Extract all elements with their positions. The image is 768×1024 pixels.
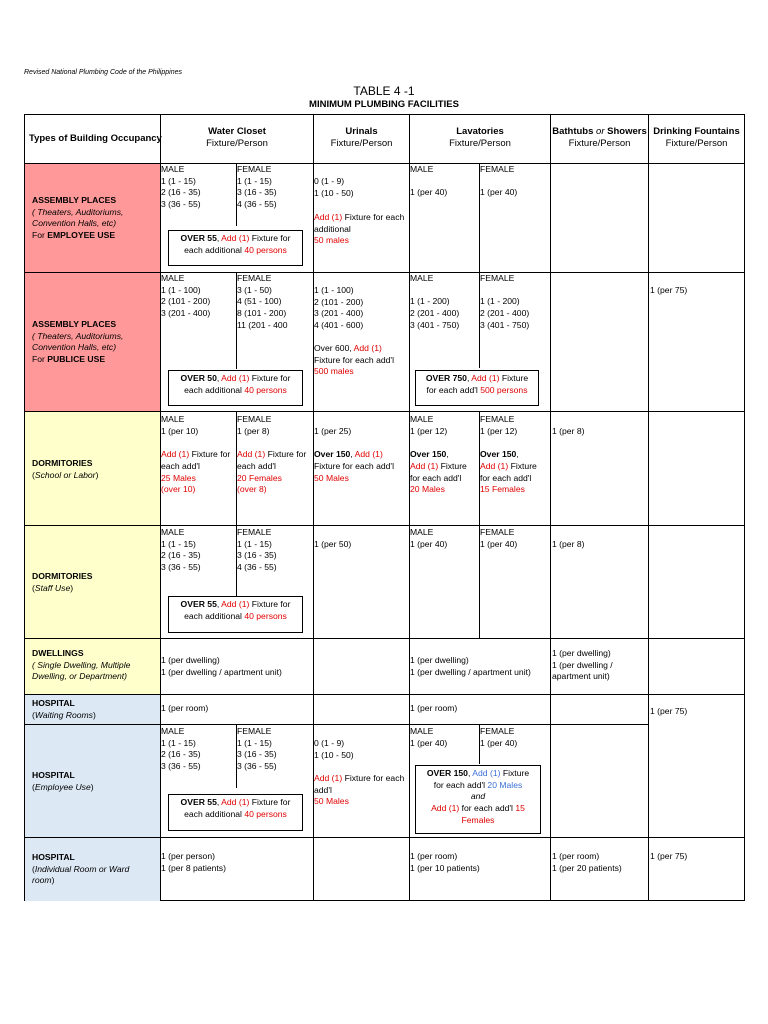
- header-occupancy: Types of Building Occupancy: [29, 133, 162, 144]
- row-line: [25, 724, 648, 725]
- urinal-note: Add (1) Fixture for each add'l 50 Males: [314, 773, 405, 807]
- col-line: [160, 115, 161, 901]
- occupancy-dormitories-school: DORMITORIES (School or Labor): [32, 458, 99, 480]
- wc-female: FEMALE 1 (1 - 15) 3 (16 - 35) 4 (36 - 55): [237, 527, 277, 573]
- bath-value: 1 (per 8): [552, 539, 585, 549]
- wc-values: 1 (per dwelling) 1 (per dwelling / apartment unit): [161, 655, 282, 677]
- lav-value: 1 (per room): [410, 703, 458, 713]
- lav-male: MALE 1 (per 40): [410, 726, 448, 748]
- lav-male: MALE 1 (1 - 200) 2 (201 - 400) 3 (401 - 750): [410, 273, 460, 330]
- lav-values: 1 (per room) 1 (per 10 patients): [410, 851, 480, 873]
- occupancy-assembly-employee: ASSEMBLY PLACES ( Theaters, Auditoriums, Convention Halls, etc) For EMPLOYEE USE: [32, 195, 124, 241]
- row-line: [25, 525, 744, 526]
- wc-note-box: OVER 55, Add (1) Fixture for each additional 40 persons: [168, 596, 303, 633]
- wc-female: FEMALE 1 (1 - 15) 3 (16 - 35) 4 (36 - 55): [237, 164, 277, 210]
- row-line: [25, 411, 744, 412]
- occupancy-dwellings: DWELLINGS ( Single Dwelling, Multiple Dwelling, or Department): [32, 648, 131, 682]
- wc-female: FEMALE 1 (1 - 15) 3 (16 - 35) 3 (36 - 55): [237, 726, 277, 772]
- wc-male: MALE 1 (1 - 15) 2 (16 - 35) 3 (36 - 55): [161, 726, 201, 772]
- df-value: 1 (per 75): [650, 706, 688, 716]
- wc-female: FEMALE 1 (per 8) Add (1) Fixture for each add'l 20 Females (over 8): [237, 414, 307, 495]
- table-subtitle: MINIMUM PLUMBING FACILITIES: [309, 99, 459, 110]
- document-caption: Revised National Plumbing Code of the Philippines: [24, 69, 182, 76]
- urinal-values: 1 (1 - 100) 2 (101 - 200) 3 (201 - 400) 4 (401 - 600): [314, 285, 364, 331]
- urinal-values: 1 (per 25) Over 150, Add (1) Fixture for each add'l 50 Males: [314, 426, 394, 483]
- occupancy-assembly-public: ASSEMBLY PLACES ( Theaters, Auditoriums, Convention Halls, etc) For PUBLICE USE: [32, 319, 124, 365]
- occupancy-hospital-waiting: HOSPITAL (Waiting Rooms): [32, 698, 96, 720]
- lav-female: FEMALE 1 (per 12) Over 150, Add (1) Fixture for each add'l 15 Females: [480, 414, 537, 495]
- lav-male: MALE 1 (per 40): [410, 164, 448, 198]
- urinal-note: Add (1) Fixture for each additional 50 males: [314, 212, 405, 246]
- bath-values: 1 (per room) 1 (per 20 patients): [552, 851, 622, 873]
- wc-male: MALE 1 (1 - 15) 2 (16 - 35) 3 (36 - 55): [161, 527, 201, 573]
- row-line: [25, 163, 744, 164]
- wc-note-box: OVER 55, Add (1) Fixture for each additional 40 persons: [168, 230, 303, 266]
- header-lavatories: Lavatories Fixture/Person: [449, 126, 511, 149]
- lav-female: FEMALE 1 (per 40): [480, 164, 518, 198]
- wc-male: MALE 1 (1 - 100) 2 (101 - 200) 3 (201 - 400): [161, 273, 211, 319]
- lav-values: 1 (per dwelling) 1 (per dwelling / apartment unit): [410, 655, 531, 677]
- col-line: [409, 115, 410, 901]
- table-title: TABLE 4 -1: [353, 84, 415, 98]
- urinal-values: 0 (1 - 9) 1 (10 - 50): [314, 176, 354, 198]
- lav-note-box: OVER 750, Add (1) Fixture for each add'l 500 persons: [415, 370, 539, 406]
- lav-female: FEMALE 1 (per 40): [480, 726, 518, 748]
- plumbing-table: [24, 114, 745, 901]
- lav-male: MALE 1 (per 40): [410, 527, 448, 549]
- bath-values: 1 (per dwelling) 1 (per dwelling / apartment unit): [552, 648, 613, 682]
- row-line: [25, 272, 744, 273]
- row-line: [25, 837, 744, 838]
- wc-note-box: OVER 55, Add (1) Fixture for each additional 40 persons: [168, 794, 303, 831]
- urinal-values: 1 (per 50): [314, 539, 352, 549]
- header-urinals: Urinals Fixture/Person: [330, 126, 393, 149]
- wc-female: FEMALE 3 (1 - 50) 4 (51 - 100) 8 (101 - 200) 11 (201 - 400: [237, 273, 288, 330]
- wc-values: 1 (per person) 1 (per 8 patients): [161, 851, 226, 873]
- header-drinking-fountains: Drinking Fountains Fixture/Person: [653, 126, 740, 149]
- lav-note-box: OVER 150, Add (1) Fixture for each add'l 20 Males and Add (1) for each add'l 15 Females: [415, 765, 541, 834]
- col-line: [550, 115, 551, 901]
- row-line: [25, 638, 744, 639]
- bath-value: 1 (per 8): [552, 426, 585, 436]
- wc-male: MALE 1 (1 - 15) 2 (16 - 35) 3 (36 - 55): [161, 164, 201, 210]
- wc-male: MALE 1 (per 10) Add (1) Fixture for each add'l 25 Males (over 10): [161, 414, 231, 495]
- lav-male: MALE 1 (per 12) Over 150, Add (1) Fixture for each add'l 20 Males: [410, 414, 467, 495]
- occupancy-hospital-individual: HOSPITAL (Individual Room or Ward room): [32, 852, 130, 886]
- header-water-closet: Water Closet Fixture/Person: [206, 126, 268, 149]
- header-bathtubs-showers: Bathtubs or Showers Fixture/Person: [552, 126, 647, 149]
- occupancy-dormitories-staff: DORMITORIES (Staff Use): [32, 571, 93, 593]
- wc-note-box: OVER 50, Add (1) Fixture for each additional 40 persons: [168, 370, 303, 406]
- df-value: 1 (per 75): [650, 285, 688, 295]
- wc-value: 1 (per room): [161, 703, 209, 713]
- col-line: [648, 115, 649, 901]
- occupancy-hospital-employee: HOSPITAL (Employee Use): [32, 770, 94, 792]
- lav-female: FEMALE 1 (1 - 200) 2 (201 - 400) 3 (401 - 750): [480, 273, 530, 330]
- urinal-values: 0 (1 - 9) 1 (10 - 50): [314, 738, 354, 760]
- row-line: [25, 694, 744, 695]
- lav-female: FEMALE 1 (per 40): [480, 527, 518, 549]
- df-value: 1 (per 75): [650, 851, 688, 861]
- urinal-note: Over 600, Add (1) Fixture for each add'l 500 males: [314, 343, 394, 377]
